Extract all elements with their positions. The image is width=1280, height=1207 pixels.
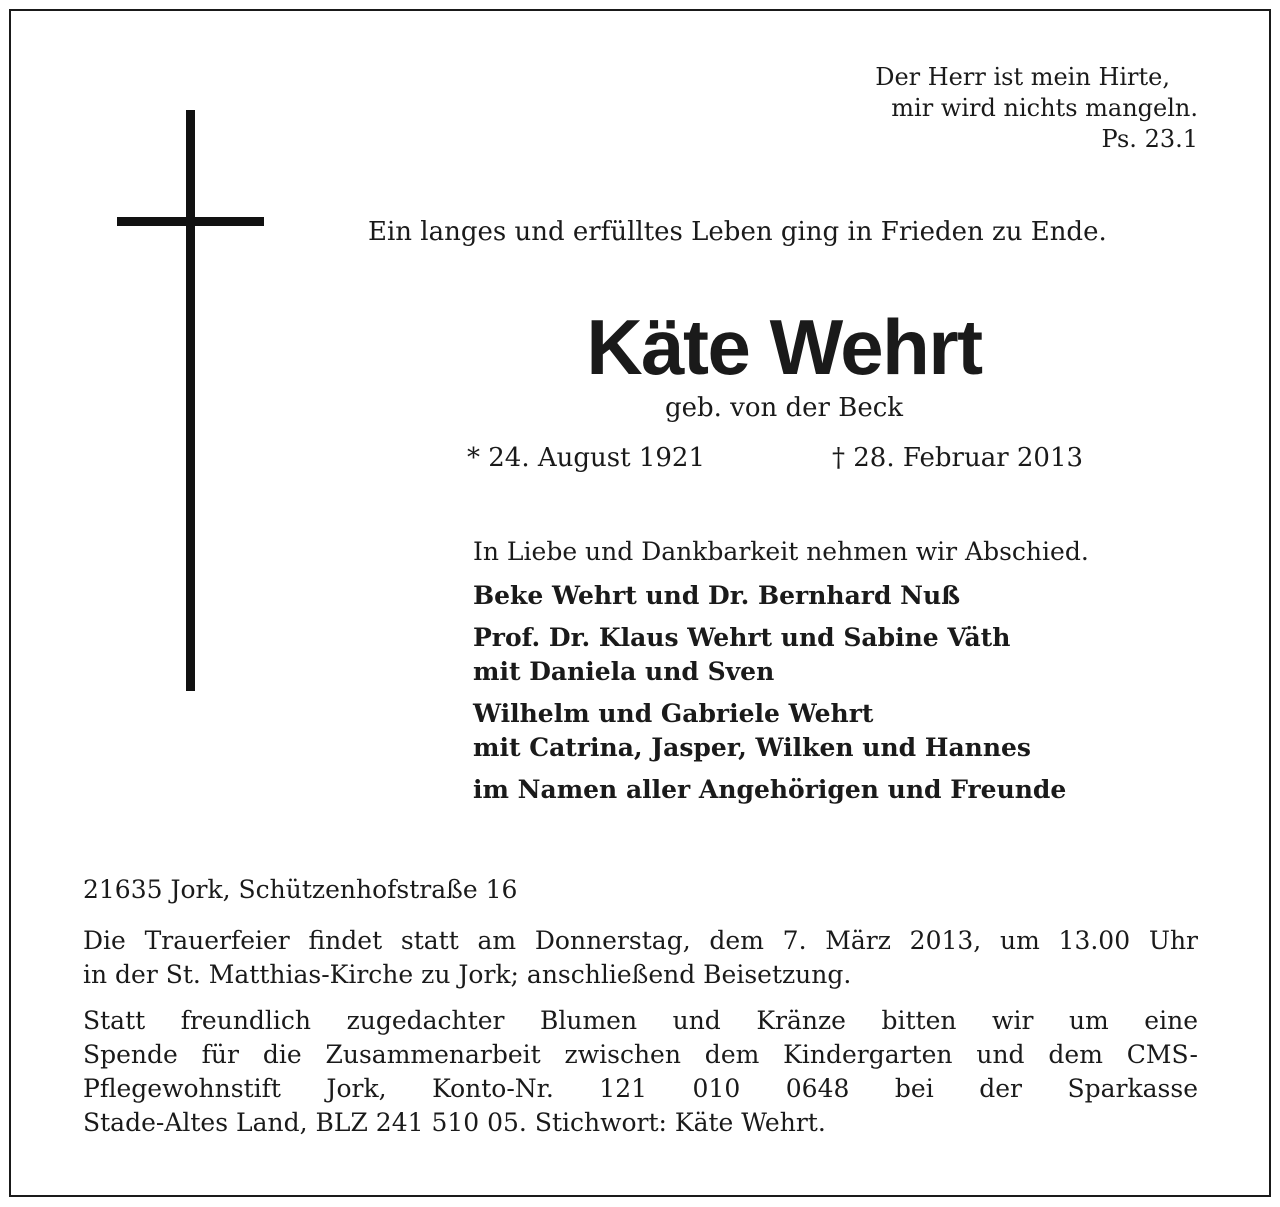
- mourner-line: im Namen aller Angehörigen und Freunde: [473, 775, 1067, 804]
- ceremony-line: in der St. Matthias-Kirche zu Jork; anschließend Beisetzung.: [83, 960, 852, 989]
- mourner-group: [473, 773, 1089, 807]
- psalm-reference: Ps. 23.1: [1101, 125, 1198, 153]
- mourners-block: [473, 537, 1089, 815]
- mourner-line: Prof. Dr. Klaus Wehrt und Sabine Väth: [473, 623, 1011, 652]
- donation-line: Statt freundlich zugedachter Blumen und Kränze bitten wir um eine: [83, 1006, 1198, 1035]
- mourner-line: mit Catrina, Jasper, Wilken und Hannes: [473, 733, 1031, 762]
- ceremony-paragraph: [83, 924, 1198, 992]
- cross-icon-bar: [117, 217, 264, 226]
- mourner-group: [473, 579, 1089, 613]
- details-block: [83, 873, 1198, 1152]
- ceremony-line: Die Trauerfeier findet statt am Donnerstag, dem 7. März 2013, um 13.00 Uhr: [83, 926, 1198, 955]
- donation-line: Spende für die Zusammenarbeit zwischen dem Kindergarten und dem CMS-: [83, 1040, 1198, 1069]
- death-date: † 28. Februar 2013: [832, 443, 1084, 473]
- mourner-line: Beke Wehrt und Dr. Bernhard Nuß: [473, 581, 961, 610]
- life-dates: [467, 443, 1084, 473]
- psalm-quote: [875, 62, 1198, 155]
- address: 21635 Jork, Schützenhofstraße 16: [83, 875, 518, 904]
- mourner-line: Wilhelm und Gabriele Wehrt: [473, 699, 874, 728]
- mourner-group: [473, 697, 1089, 765]
- mourner-group: [473, 621, 1089, 689]
- psalm-line-1: Der Herr ist mein Hirte,: [875, 63, 1170, 91]
- deceased-name: Käte Wehrt: [586, 303, 982, 391]
- birth-name: geb. von der Beck: [664, 393, 904, 423]
- birth-date: * 24. August 1921: [467, 443, 706, 473]
- donation-line: Stade-Altes Land, BLZ 241 510 05. Stichwort: Käte Wehrt.: [83, 1108, 826, 1137]
- mourner-line: mit Daniela und Sven: [473, 657, 775, 686]
- donation-line: Pflegewohnstift Jork, Konto-Nr. 121 010 0648 bei der Sparkasse: [83, 1074, 1198, 1103]
- donation-paragraph: [83, 1004, 1198, 1140]
- psalm-line-2: mir wird nichts mangeln.: [891, 94, 1198, 122]
- intro-text: Ein langes und erfülltes Leben ging in Frieden zu Ende.: [368, 217, 1107, 247]
- farewell-line: In Liebe und Dankbarkeit nehmen wir Abschied.: [473, 537, 1089, 566]
